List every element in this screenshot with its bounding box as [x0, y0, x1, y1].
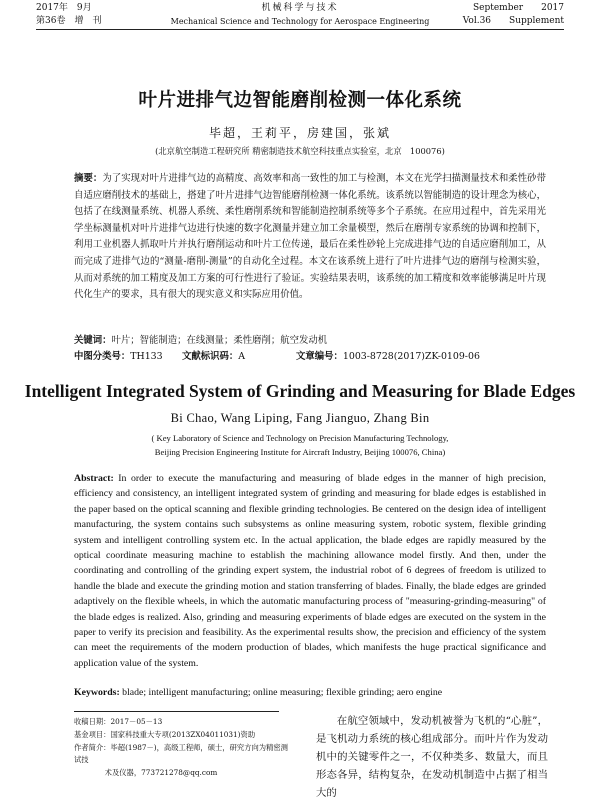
clc-number: [74, 350, 163, 364]
journal-name-en: Mechanical Science and Technology for Aerospace Engineering: [170, 17, 430, 26]
keywords-text-en: blade; intelligent manufacturing; online measuring; flexible grinding; aero engine: [122, 687, 443, 698]
authors-en: Bi Chao, Wang Liping, Fang Jianguo, Zhang Bin: [170, 411, 430, 425]
article-number: [296, 350, 480, 364]
affiliation-en-line2: Beijing Precision Engineering Institute for Aircraft Industry, Beijing 100076, China): [154, 446, 446, 457]
article-number-label: 文章编号：: [296, 351, 343, 362]
affiliation-en: [0, 432, 600, 459]
footnote-author: 作者简介：毕超(1987－)，高级工程师，硕士，研究方向为精密测试技: [74, 742, 288, 765]
abstract-text-cn: 为了实现对叶片进排气边的高精度、高效率和高一致性的加工与检测，本文在光学扫描测量技术和柔性砂带自适应磨削技术的基础上，搭建了叶片进排气边智能磨削检测一体化系统。该系统以智能制造的设计理念为核心，包括了在线测量系统、机器人系统、柔性磨削系统和智能制造控制系统等多个子系统。在应用过程中，首先采用光学坐标测量机对叶片进排气边进行快速的数字化测量并建立加工余量模型，然后在磨削专家系统的协调和控制下，利用工业机器人抓取叶片并执行磨削运动和叶片工位传递，最后在柔性砂轮上完成进排气边的自适应磨削加工，从而完成了进排气边的“测量-磨削-测量”的自动化全过程。本文在该系统上进行了叶片进排气边的磨削与检测实验，从而对系统的加工精度及加工方案的可行性进行了验证。实验结果表明，该系统的加工精度和效率能够满足叶片现代化生产的要求，具有很大的现实意义和实际应用价值。: [74, 173, 546, 301]
abstract-label-en: Abstract:: [74, 473, 114, 484]
abstract-en: [74, 471, 546, 671]
article-number-value: 1003-8728(2017)ZK-0109-06: [342, 351, 480, 362]
header-volume: 第36卷 增 刊: [36, 16, 102, 26]
header-volume-en: Vol.36 Supplement: [462, 16, 564, 26]
keywords-en: [74, 686, 546, 700]
keywords-label-en: Keywords:: [74, 687, 120, 698]
document-code-value: A: [238, 351, 246, 362]
running-header: [36, 3, 564, 29]
footnote-divider: [74, 711, 279, 712]
footnote-fund: 基金项目：国家科技重大专项(2013ZX04011031)资助: [74, 729, 256, 739]
paper-title-cn: 叶片进排气边智能磨削检测一体化系统: [138, 90, 462, 111]
keywords-text-cn: 叶片；智能制造；在线测量；柔性磨削；航空发动机: [111, 335, 328, 346]
header-divider: [36, 29, 564, 30]
footnote: [74, 716, 292, 780]
affiliation-en-line1: ( Key Laboratory of Science and Technology on Precision Manufacturing Technology,: [151, 433, 449, 443]
abstract-cn: [74, 171, 546, 304]
document-code-label: 文献标识码：: [182, 351, 239, 362]
abstract-label-cn: 摘要：: [74, 173, 103, 184]
abstract-text-en: In order to execute the manufacturing and measuring of blade edges in the manner of high precision, efficiency and consistency, an intelligent integrated system of grinding and measuring for blade edges is established in the paper based on the optical scanning and flexible grinding technologies. Be centered on the design idea of intelligent manufacturing, the system contains such subsystems as online measuring system, robotic system, flexible grinding system and intelligent controlling system etc. In the actual application, the blade edges are rapidly measured by the optical coordinate measuring machine to establish the machining allowance model firstly. And then, under the coordinating and controlling of the grinding expert system, the industrial robot of 6 degrees of freedom is utilized to handle the blade and execute the grinding motion and station transferring of blades. Finally, the blade edges are grinded adaptively on the flexible wheels, in which the automatic manufacturing process of "measuring-grinding-measuring" of the blade edges is realized. Also, grinding and measuring experiments of blade edges are executed on the system in the paper to verify its precision and feasibility. As the experimental results show, the precision and efficiency of the system can meet the requirements of the modern production of blades, which manifests the huge practical significance and application value of the system.: [74, 473, 546, 669]
authors-cn: 毕超，王莉平，房建国，张斌: [208, 126, 391, 140]
clc-value: TH133: [130, 351, 163, 362]
footnote-received: 收稿日期：2017－05－13: [74, 717, 163, 726]
document-code: [182, 350, 245, 364]
journal-name-cn: 机械科学与技术: [261, 3, 339, 13]
paper-title-en: Intelligent Integrated System of Grinding and Measuring for Blade Edges: [24, 381, 576, 401]
header-date: 2017年 9月: [36, 3, 92, 13]
keywords-cn: [74, 334, 546, 348]
affiliation-cn: (北京航空制造工程研究所 精密制造技术航空科技重点实验室，北京 100076): [155, 146, 445, 156]
body-text-intro: 在航空领域中，发动机被誉为飞机的“心脏”，是飞机动力系统的核心组成部分。而叶片作为发动机中的关键零件之一，不仅种类多、数量大，而且形态各异，结构复杂，在发动机制造中占据了相当大的: [316, 715, 548, 799]
header-date-en: September 2017: [472, 3, 564, 13]
footnote-author-contact: 术及仪器，773721278@qq.com: [104, 768, 218, 778]
clc-label: 中图分类号：: [74, 351, 131, 362]
keywords-label-cn: 关键词：: [74, 335, 112, 346]
